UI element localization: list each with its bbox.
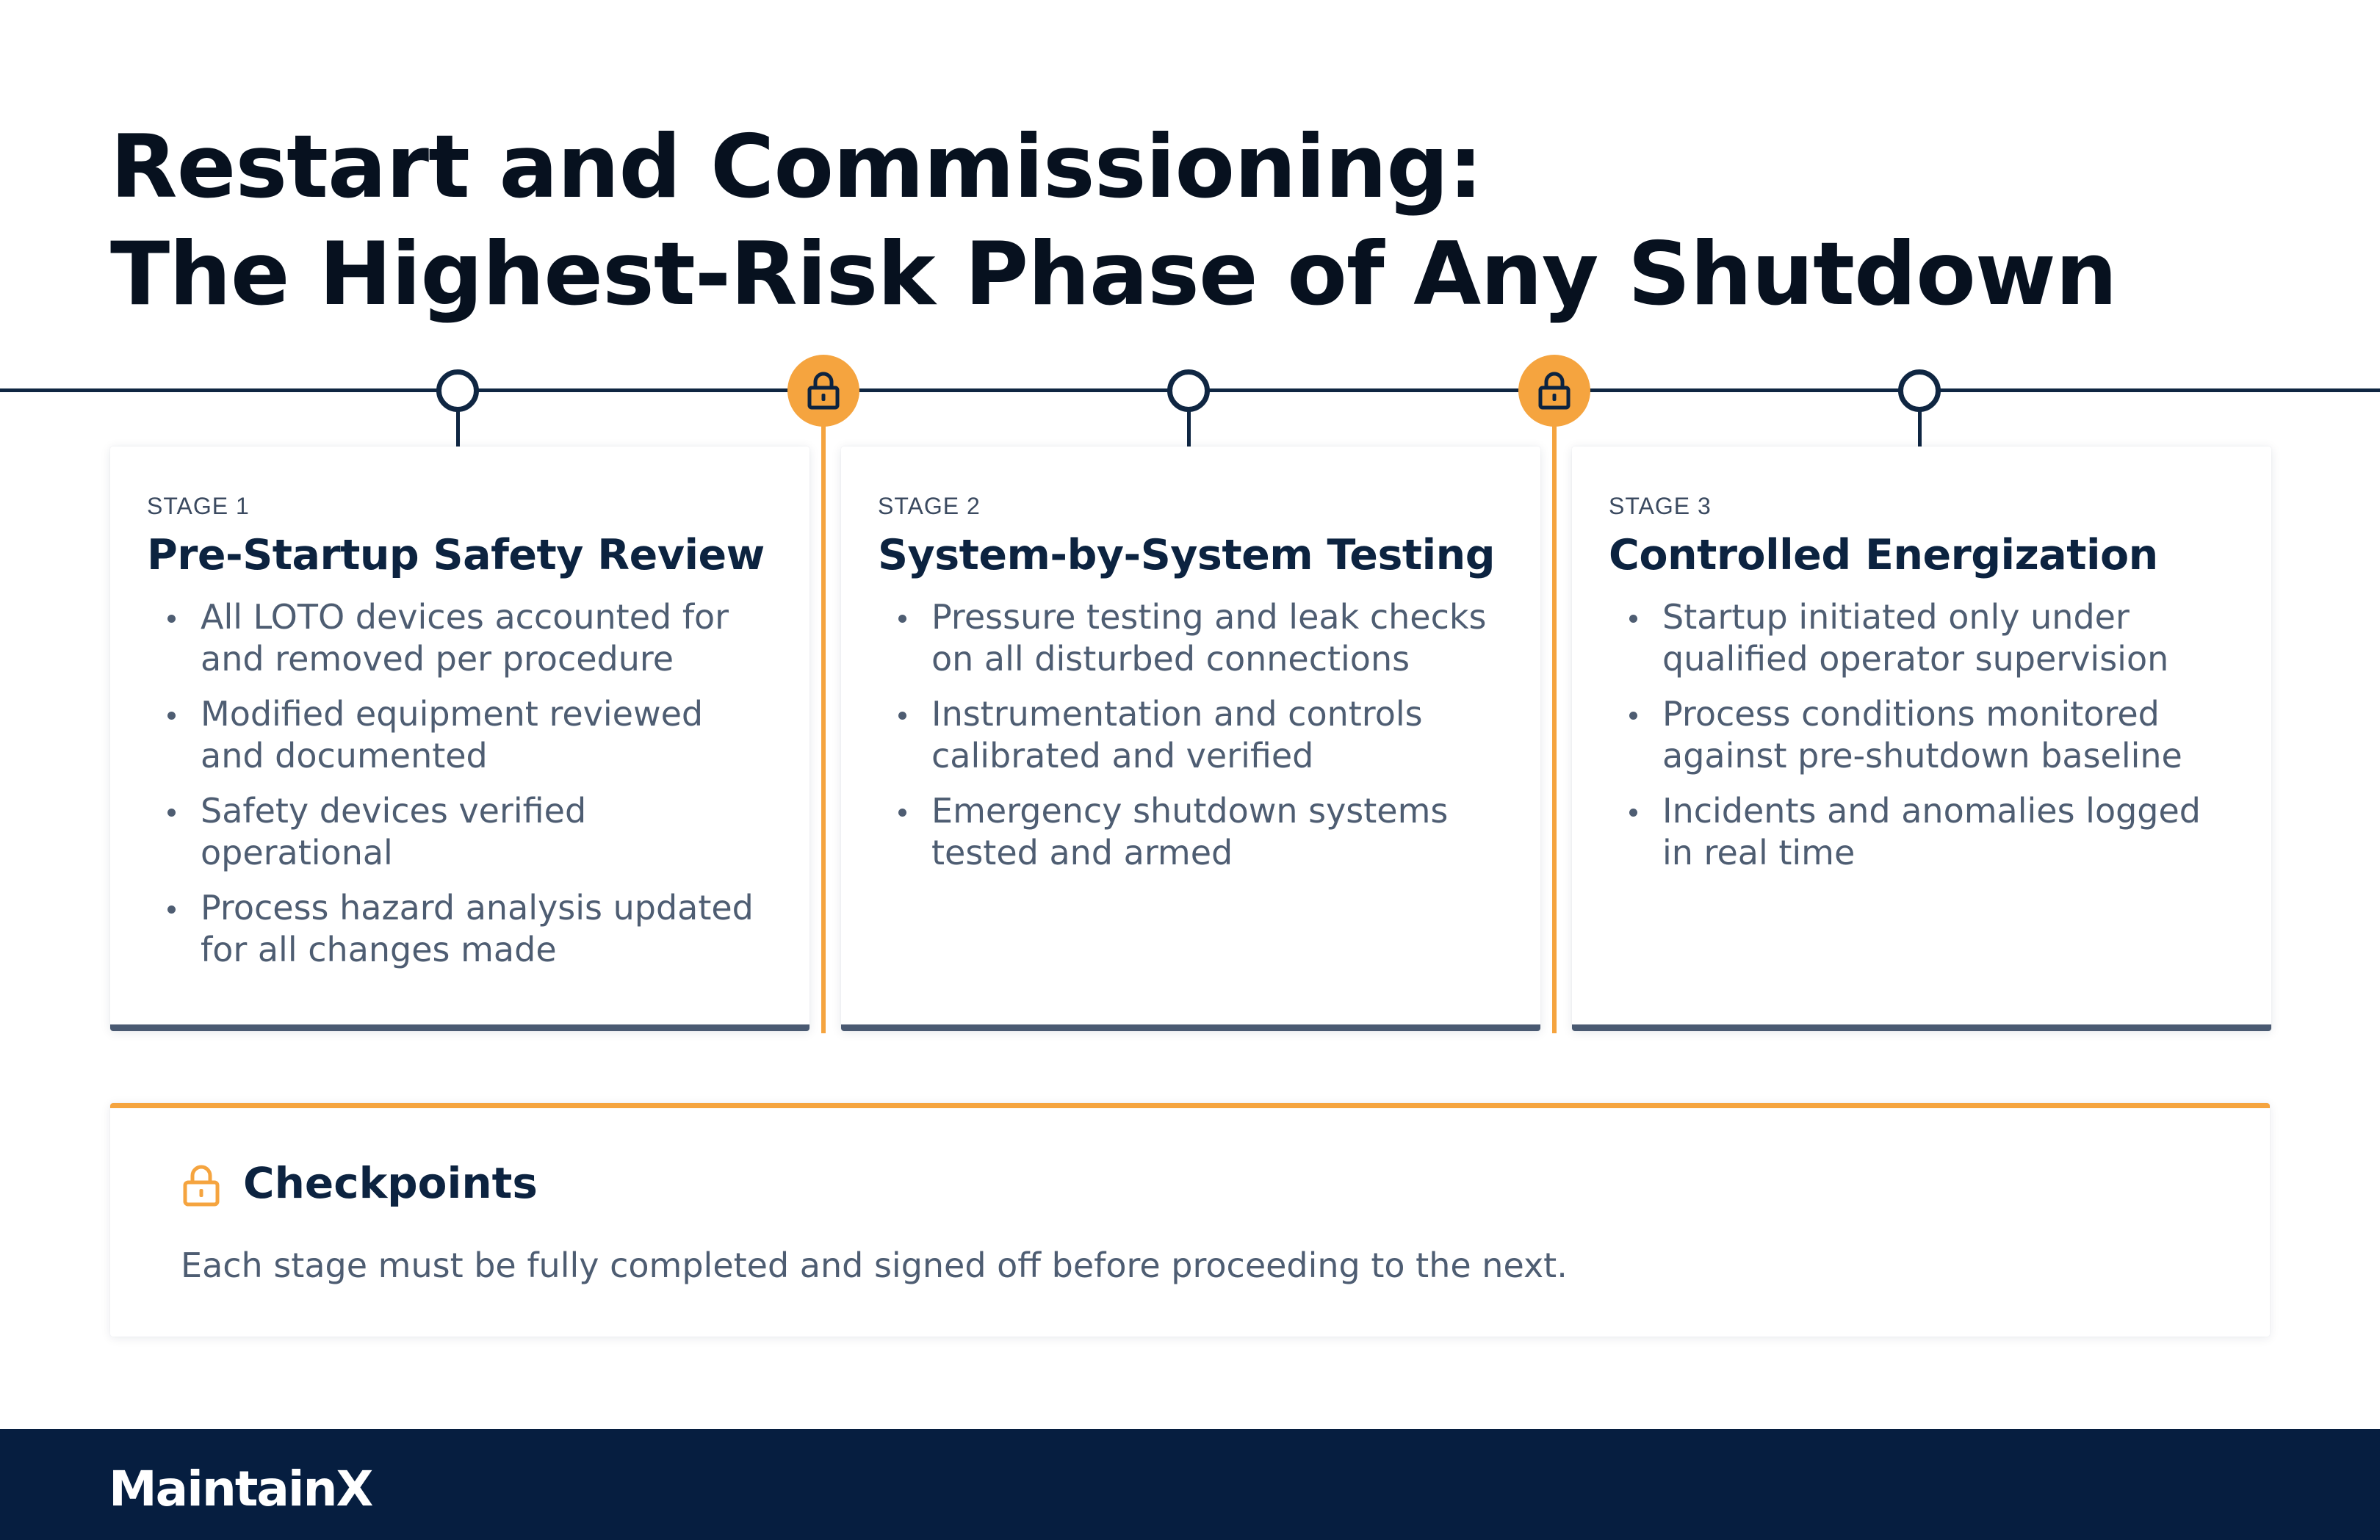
lock-icon — [181, 1163, 222, 1207]
stage-card-1 — [110, 447, 809, 1031]
stage-title: System-by-System Testing — [878, 531, 1496, 579]
checkpoint-line-2 — [1552, 422, 1557, 1033]
checkpoints-panel — [110, 1103, 2270, 1337]
checkpoint-line-1 — [821, 422, 826, 1033]
timeline-node-stage-1 — [436, 369, 479, 412]
list-item: Pressure testing and leak checks on all disturbed connections — [878, 596, 1504, 680]
list-item: Process conditions monitored against pre-shutdown baseline — [1609, 693, 2235, 777]
lock-icon — [1537, 371, 1572, 411]
list-item: All LOTO devices accounted for and removed per procedure — [147, 596, 773, 680]
list-item: Safety devices verified operational — [147, 790, 773, 874]
list-item: Startup initiated only under qualified operator supervision — [1609, 596, 2235, 680]
title-line-2: The Highest-Risk Phase of Any Shutdown — [110, 224, 2117, 325]
title-line-1: Restart and Commissioning: — [110, 117, 1483, 218]
list-item: Instrumentation and controls calibrated and verified — [878, 693, 1504, 777]
checkpoints-title: Checkpoints — [243, 1158, 538, 1208]
timeline-stem-2 — [1187, 411, 1191, 447]
stage-title: Controlled Energization — [1609, 531, 2158, 579]
stage-label: STAGE 2 — [878, 493, 981, 519]
stage-card-3 — [1572, 447, 2271, 1031]
timeline-node-stage-2 — [1167, 369, 1210, 412]
list-item: Emergency shutdown systems tested and armed — [878, 790, 1504, 874]
stage-label: STAGE 1 — [147, 493, 250, 519]
timeline-node-stage-3 — [1898, 369, 1941, 412]
list-item: Process hazard analysis updated for all changes made — [147, 887, 773, 971]
timeline-stem-3 — [1918, 411, 1922, 447]
stage-card-2 — [841, 447, 1540, 1031]
checkpoint-lock-node-1 — [787, 355, 859, 427]
lock-icon — [806, 371, 841, 411]
footer-bar — [0, 1429, 2380, 1540]
list-item: Incidents and anomalies logged in real time — [1609, 790, 2235, 874]
list-item: Modified equipment reviewed and documented — [147, 693, 773, 777]
brand-logo: MaintainX — [109, 1461, 372, 1517]
checkpoints-text: Each stage must be fully completed and signed off before proceeding to the next. — [181, 1246, 1568, 1285]
stage-checklist — [147, 596, 773, 971]
checkpoint-lock-node-2 — [1518, 355, 1590, 427]
page-title — [110, 114, 2240, 328]
stage-checklist — [1609, 596, 2235, 874]
timeline-stem-1 — [456, 411, 460, 447]
stage-checklist — [878, 596, 1504, 874]
stage-title: Pre-Startup Safety Review — [147, 531, 765, 579]
stage-label: STAGE 3 — [1609, 493, 1712, 519]
